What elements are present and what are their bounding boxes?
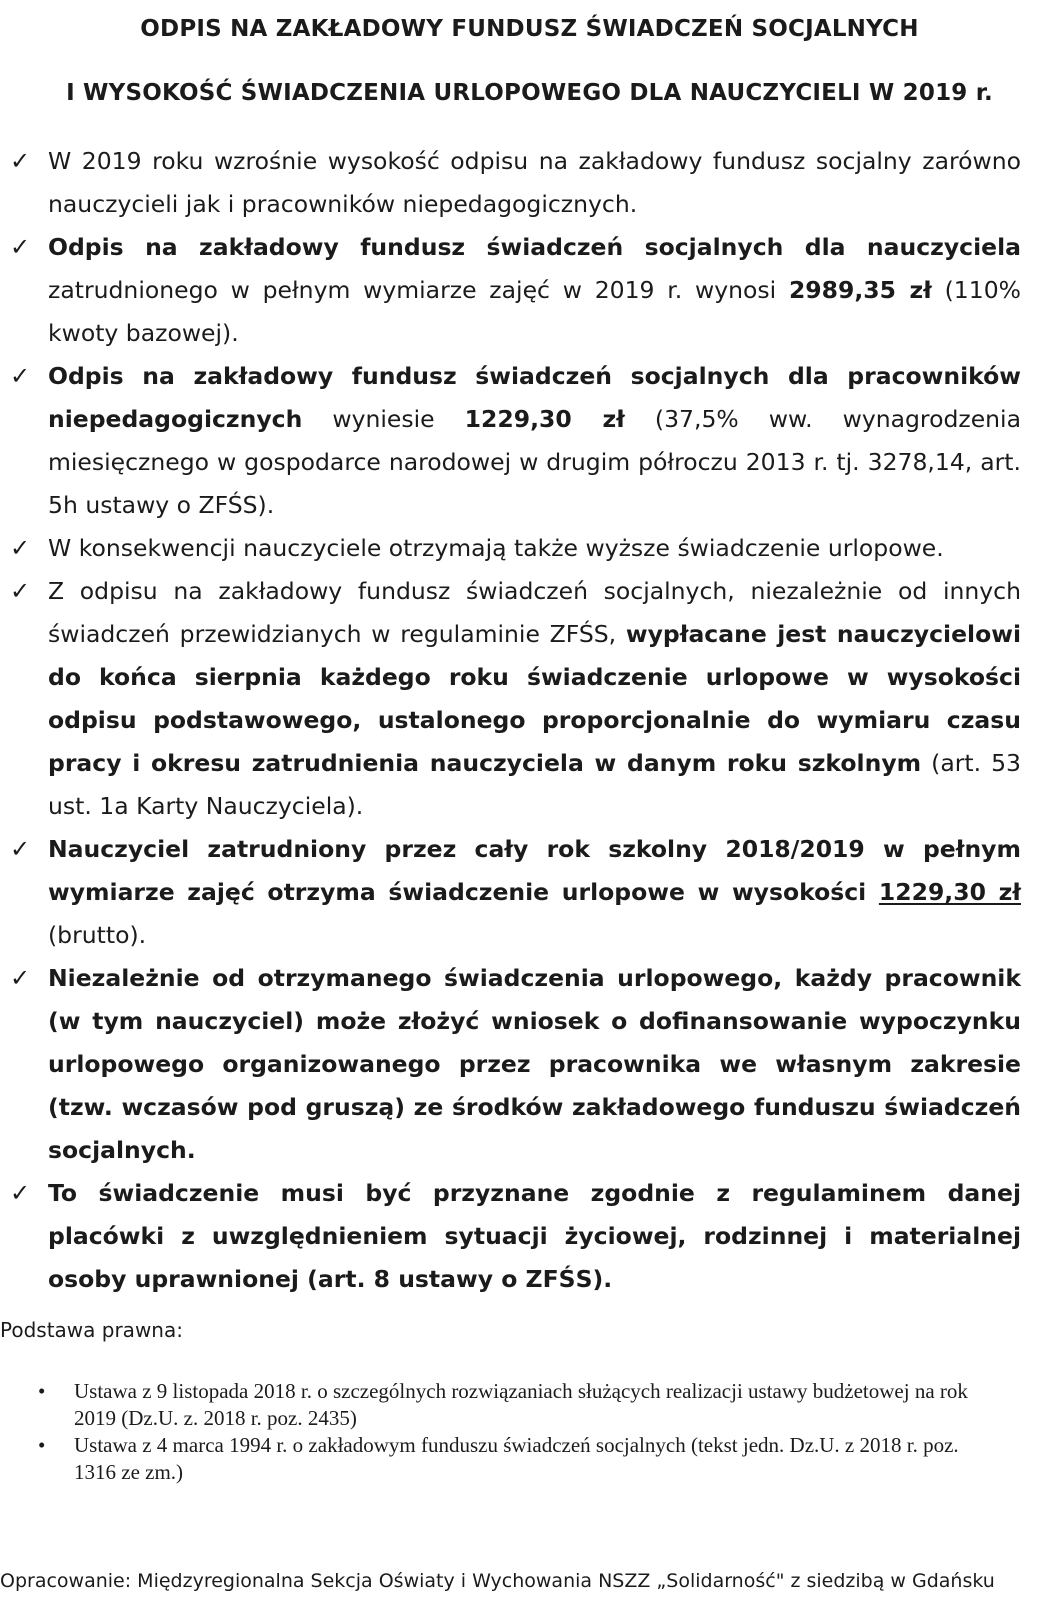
item-bold-text: wypłacane jest nauczycielowi do końca sierpnia każdego roku świadczenie urlopowe w wysokości odpisu podstawowego, ustalonego proporcjonalnie do wymiaru czasu pracy i okresu zatrudnienia nauczyciela w danym roku szkolnym xyxy=(48,620,1021,777)
list-item xyxy=(6,828,1021,957)
item-plain-text: (37,5% ww. wynagrodzenia miesięcznego w gospodarce narodowej w drugim półroczu 2013 r. tj. 3278,14, art. 5h ustawy o ZFŚS). xyxy=(48,405,1021,519)
checkmark-icon: ✓ xyxy=(10,362,31,390)
list-item xyxy=(6,1172,1021,1301)
checkmark-icon: ✓ xyxy=(10,1179,31,1207)
item-plain-text: Z odpisu na zakładowy fundusz świadczeń socjalnych, niezależnie od innych świadczeń przewidzianych w regulaminie ZFŚS, xyxy=(48,577,1021,648)
legal-basis-label: Podstawa prawna: xyxy=(0,1318,183,1342)
checkmark-icon: ✓ xyxy=(10,233,31,261)
item-plain-text: (110% kwoty bazowej). xyxy=(48,276,1021,347)
item-bold-text: Odpis na zakładowy fundusz świadczeń socjalnych dla nauczyciela xyxy=(48,233,1021,261)
item-bold-text: Niezależnie od otrzymanego świadczenia urlopowego, każdy pracownik (w tym nauczyciel) może złożyć wniosek o dofinansowanie wypoczynku urlopowego organizowanego przez pracownika we własnym zakresie (tzw. wczasów pod gruszą) ze środków zakładowego funduszu świadczeń socjalnych. xyxy=(48,964,1021,1164)
item-plain-text: zatrudnionego w pełnym wymiarze zajęć w 2019 r. wynosi xyxy=(48,276,789,304)
document-title-line-1: ODPIS NA ZAKŁADOWY FUNDUSZ ŚWIADCZEŃ SOCJALNYCH xyxy=(140,16,919,42)
checkmark-icon: ✓ xyxy=(10,964,31,992)
item-bold-text: To świadczenie musi być przyznane zgodnie z regulaminem danej placówki z uwzględnieniem sytuacji życiowej, rodzinnej i materialnej osoby uprawnionej (art. 8 ustawy o ZFŚS). xyxy=(48,1179,1021,1293)
checkmark-icon: ✓ xyxy=(10,147,31,175)
item-text xyxy=(48,527,1021,570)
item-text xyxy=(48,570,1021,828)
item-plain-text: W konsekwencji nauczyciele otrzymają także wyższe świadczenie urlopowe. xyxy=(48,534,944,562)
bullet-icon: • xyxy=(38,1433,46,1457)
document-title-line-2: I WYSOKOŚĆ ŚWIADCZENIA URLOPOWEGO DLA NAUCZYCIELI W 2019 r. xyxy=(66,80,993,106)
item-text xyxy=(48,957,1021,1172)
list-item xyxy=(38,1378,998,1432)
list-item xyxy=(6,226,1021,355)
list-item xyxy=(6,570,1021,828)
list-item xyxy=(6,140,1021,226)
item-text xyxy=(48,140,1021,226)
list-item xyxy=(6,957,1021,1172)
item-text xyxy=(48,1172,1021,1301)
footer-credit: Opracowanie: Międzyregionalna Sekcja Oświaty i Wychowania NSZZ „Solidarność" z siedzibą w Gdańsku xyxy=(0,1570,995,1592)
item-plain-text: wyniesie xyxy=(302,405,465,433)
item-text xyxy=(48,355,1021,527)
amount-value: 2989,35 zł xyxy=(788,276,932,304)
checklist xyxy=(6,140,1021,1301)
item-plain-text: (brutto). xyxy=(48,921,147,949)
checkmark-icon: ✓ xyxy=(10,835,31,863)
list-item xyxy=(38,1432,998,1486)
item-plain-text: (art. 53 ust. 1a Karty Nauczyciela). xyxy=(48,749,1021,820)
item-bold-text: Nauczyciel zatrudniony przez cały rok szkolny 2018/2019 w pełnym wymiarze zajęć otrzyma świadczenie urlopowe w wysokości xyxy=(48,835,1021,906)
legal-reference: Ustawa z 4 marca 1994 r. o zakładowym funduszu świadczeń socjalnych (tekst jedn. Dz.U. z 2018 r. poz. 1316 ze zm.) xyxy=(74,1433,959,1484)
legal-reference: Ustawa z 9 listopada 2018 r. o szczególnych rozwiązaniach służących realizacji ustawy budżetowej na rok 2019 (Dz.U. z. 2018 r. poz. 2435) xyxy=(74,1379,968,1430)
item-text xyxy=(48,226,1021,355)
legal-basis-list xyxy=(38,1378,998,1486)
amount-value: 1229,30 zł xyxy=(464,405,625,433)
item-text xyxy=(48,828,1021,957)
item-plain-text: W 2019 roku wzrośnie wysokość odpisu na zakładowy fundusz socjalny zarówno nauczycieli jak i pracowników niepedagogicznych. xyxy=(48,147,1021,218)
item-bold-text: Odpis na zakładowy fundusz świadczeń socjalnych dla pracowników niepedagogicznych xyxy=(48,362,1021,433)
amount-value: 1229,30 zł xyxy=(878,878,1021,906)
checkmark-icon: ✓ xyxy=(10,534,31,562)
checkmark-icon: ✓ xyxy=(10,577,31,605)
list-item xyxy=(6,527,1021,570)
list-item xyxy=(6,355,1021,527)
bullet-icon: • xyxy=(38,1379,46,1403)
